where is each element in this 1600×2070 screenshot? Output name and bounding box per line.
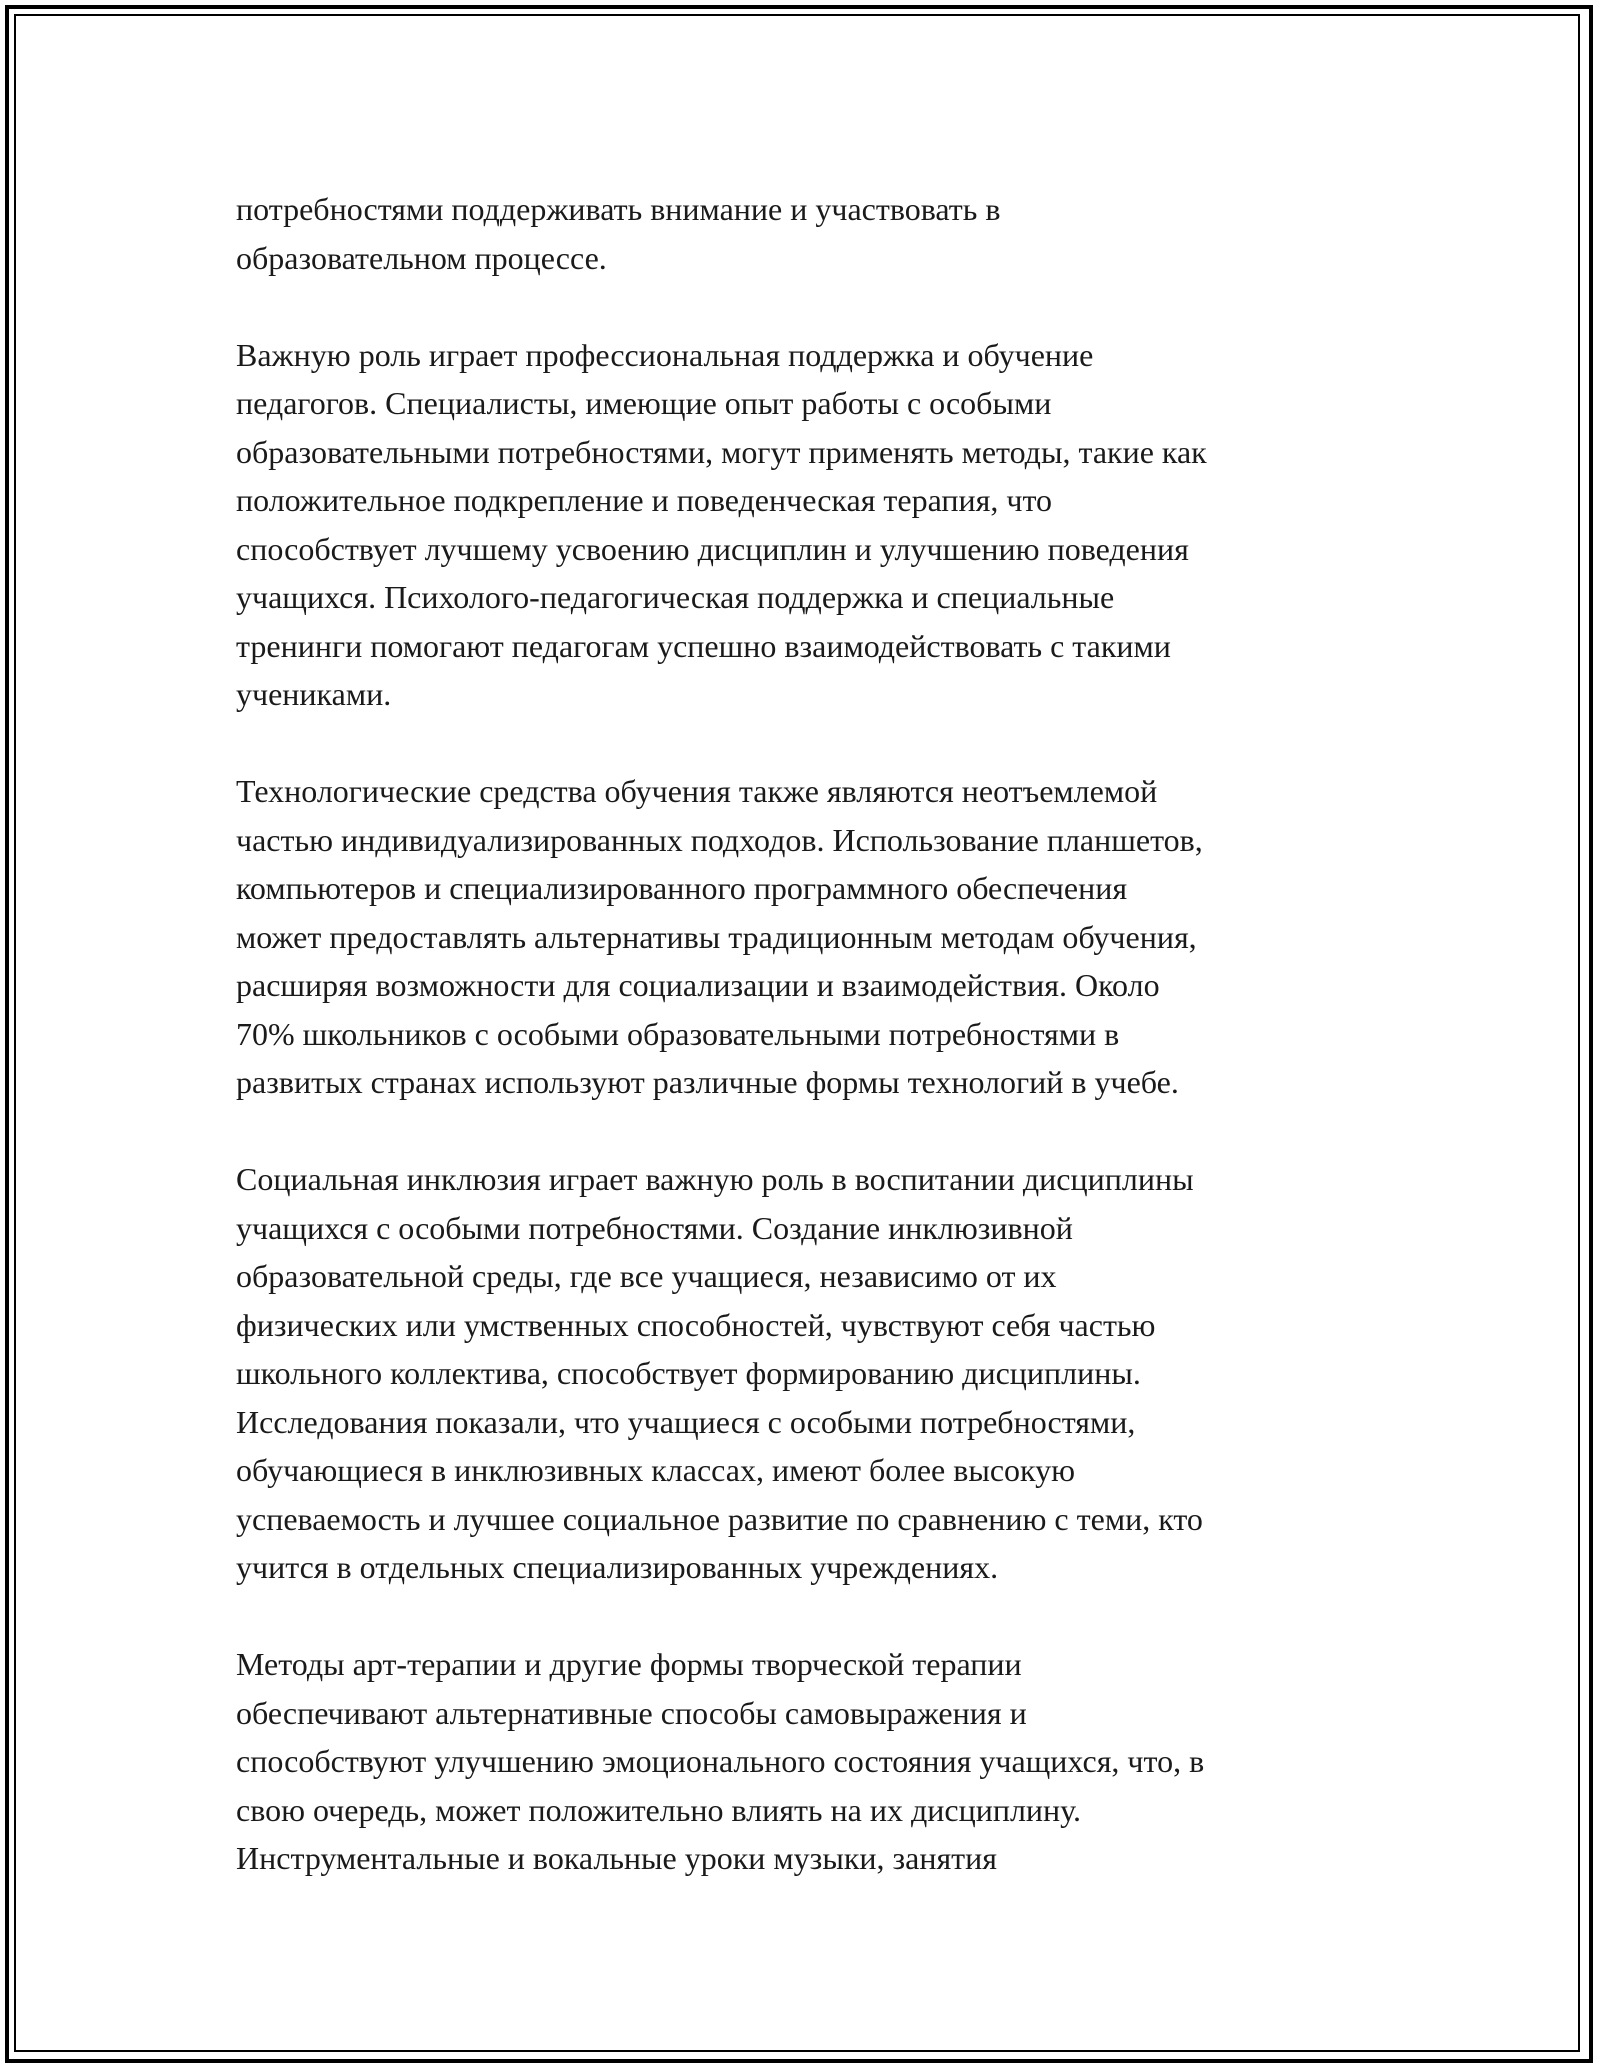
text-line: свою очередь, может положительно влиять на их дисциплину. <box>236 1791 1081 1828</box>
paragraph-teacher-support <box>236 331 1366 719</box>
text-line: обеспечивают альтернативные способы самовыражения и <box>236 1694 1027 1731</box>
text-line: способствует лучшему усвоению дисциплин и улучшению поведения <box>236 530 1189 567</box>
paragraph-technology <box>236 767 1366 1107</box>
paragraph-social-inclusion <box>236 1155 1366 1592</box>
text-line: Методы арт-терапии и другие формы творческой терапии <box>236 1646 1022 1682</box>
text-line: образовательной среды, где все учащиеся, независимо от их <box>236 1258 1057 1294</box>
text-line: Инструментальные и вокальные уроки музыки, занятия <box>236 1840 997 1876</box>
text-line: учащихся. Психолого-педагогическая поддержка и специальные <box>236 579 1115 615</box>
text-line: расширяя возможности для социализации и взаимодействия. Около <box>236 967 1160 1003</box>
text-line: может предоставлять альтернативы традиционным методам обучения, <box>236 918 1197 955</box>
text-line: успеваемость и лучшее социальное развитие по сравнению с теми, кто <box>236 1500 1203 1537</box>
paragraph-art-therapy <box>236 1640 1366 1883</box>
text-line: учениками. <box>236 676 392 712</box>
text-line: 70% школьников с особыми образовательными потребностями в <box>236 1015 1120 1052</box>
text-line: педагогов. Специалисты, имеющие опыт работы с особыми <box>236 385 1052 421</box>
text-line: образовательными потребностями, могут применять методы, такие как <box>236 433 1207 470</box>
text-line: тренинги помогают педагогам успешно взаимодействовать с такими <box>236 627 1171 664</box>
text-line: компьютеров и специализированного программного обеспечения <box>236 870 1128 906</box>
text-line: потребностями поддерживать внимание и участвовать в <box>236 191 1001 227</box>
text-line: Технологические средства обучения также являются неотъемлемой <box>236 773 1158 809</box>
text-line: Социальная инклюзия играет важную роль в воспитании дисциплины <box>236 1161 1194 1197</box>
text-line: школьного коллектива, способствует формированию дисциплины. <box>236 1355 1141 1391</box>
text-line: положительное подкрепление и поведенческая терапия, что <box>236 482 1052 518</box>
text-line: учащихся с особыми потребностями. Создание инклюзивной <box>236 1209 1073 1246</box>
text-line: Исследования показали, что учащиеся с особыми потребностями, <box>236 1403 1136 1440</box>
text-line: частью индивидуализированных подходов. Использование планшетов, <box>236 821 1203 858</box>
document-body <box>236 185 1366 1883</box>
text-line: физических или умственных способностей, чувствуют себя частью <box>236 1306 1156 1343</box>
text-line: способствуют улучшению эмоционального состояния учащихся, что, в <box>236 1743 1205 1779</box>
text-line: учится в отдельных специализированных учреждениях. <box>236 1549 999 1585</box>
text-line: развитых странах используют различные формы технологий в учебе. <box>236 1064 1179 1100</box>
text-line: Важную роль играет профессиональная поддержка и обучение <box>236 336 1094 373</box>
text-line: обучающиеся в инклюзивных классах, имеют более высокую <box>236 1452 1076 1488</box>
paragraph-attention <box>236 185 1366 282</box>
text-line: образовательном процессе. <box>236 239 607 276</box>
